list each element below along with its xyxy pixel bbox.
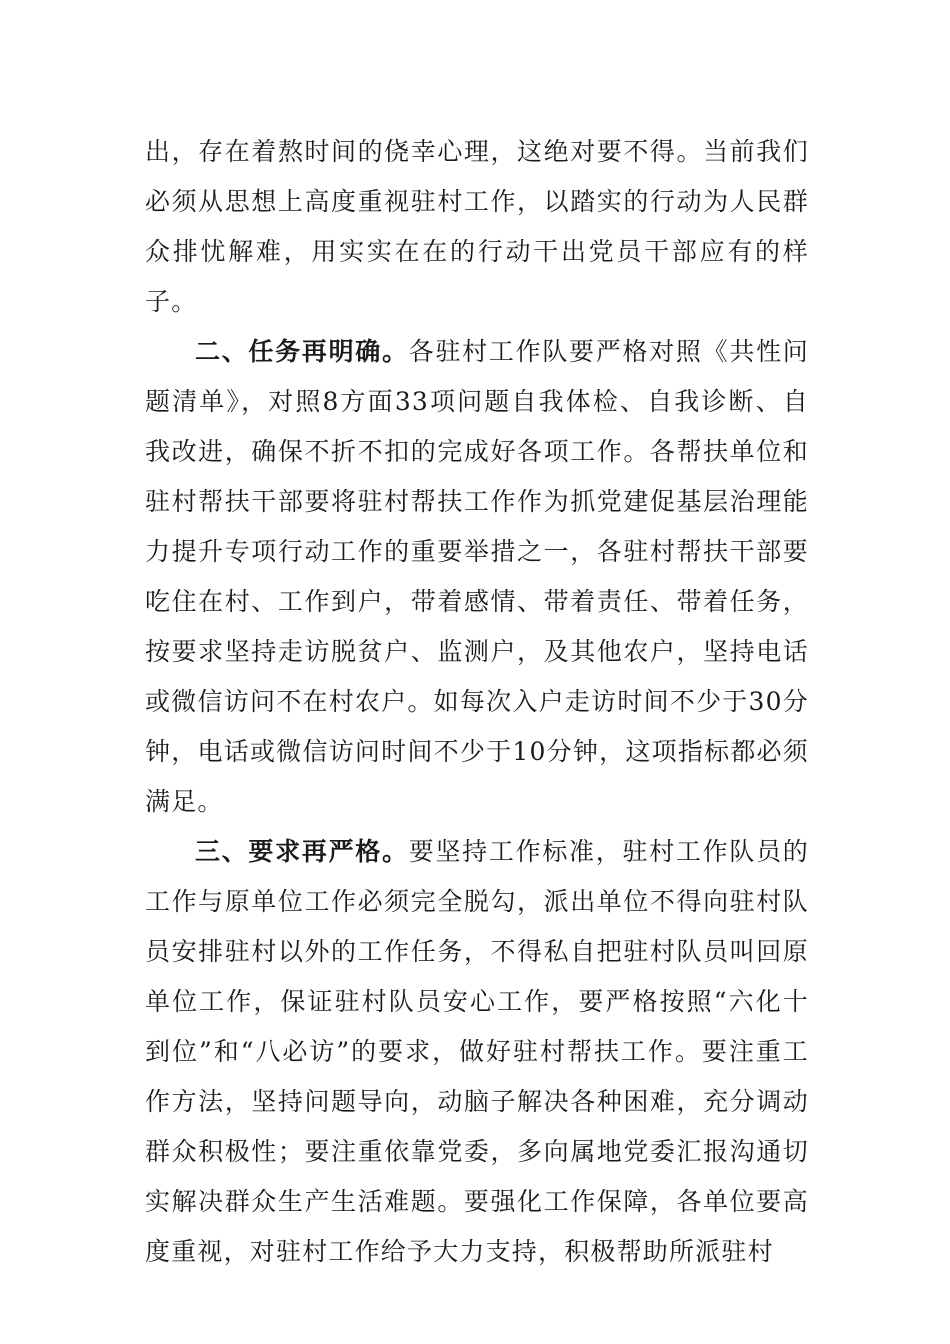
- paragraph-requirements: [145, 827, 809, 1277]
- document-body: [145, 127, 809, 1277]
- paragraph-continuation: [145, 127, 809, 327]
- paragraph-2-text: 各驻村工作队要严格对照《共性问题清单》，对照8方面33项问题自我体检、自我诊断、自我改进，确保不折不扣的完成好各项工作。各帮扶单位和驻村帮扶干部要将驻村帮扶工作作为抓党建促基层治理能力提升专项行动工作的重要举措之一，各驻村帮扶干部要吃住在村、工作到户，带着感情、带着责任、带着任务，按要求坚持走访脱贫户、监测户，及其他农户，坚持电话或微信访问不在村农户。如每次入户走访时间不少于30分钟，电话或微信访问时间不少于10分钟，这项指标都必须满足。: [145, 337, 809, 816]
- paragraph-tasks: [145, 327, 809, 827]
- paragraph-3-text: 要坚持工作标准，驻村工作队员的工作与原单位工作必须完全脱勾，派出单位不得向驻村队员安排驻村以外的工作任务，不得私自把驻村队员叫回原单位工作，保证驻村队员安心工作，要严格按照“六化十到位”和“八必访”的要求，做好驻村帮扶工作。要注重工作方法，坚持问题导向，动脑子解决各种困难，充分调动群众积极性；要注重依靠党委，多向属地党委汇报沟通切实解决群众生产生活难题。要强化工作保障，各单位要高度重视，对驻村工作给予大力支持，积极帮助所派驻村: [145, 837, 809, 1266]
- paragraph-1-text: 出，存在着熬时间的侥幸心理，这绝对要不得。当前我们必须从思想上高度重视驻村工作，以踏实的行动为人民群众排忧解难，用实实在在的行动干出党员干部应有的样子。: [145, 137, 809, 316]
- paragraph-3-heading: 三、要求再严格。: [195, 837, 409, 866]
- paragraph-2-heading: 二、任务再明确。: [195, 337, 409, 366]
